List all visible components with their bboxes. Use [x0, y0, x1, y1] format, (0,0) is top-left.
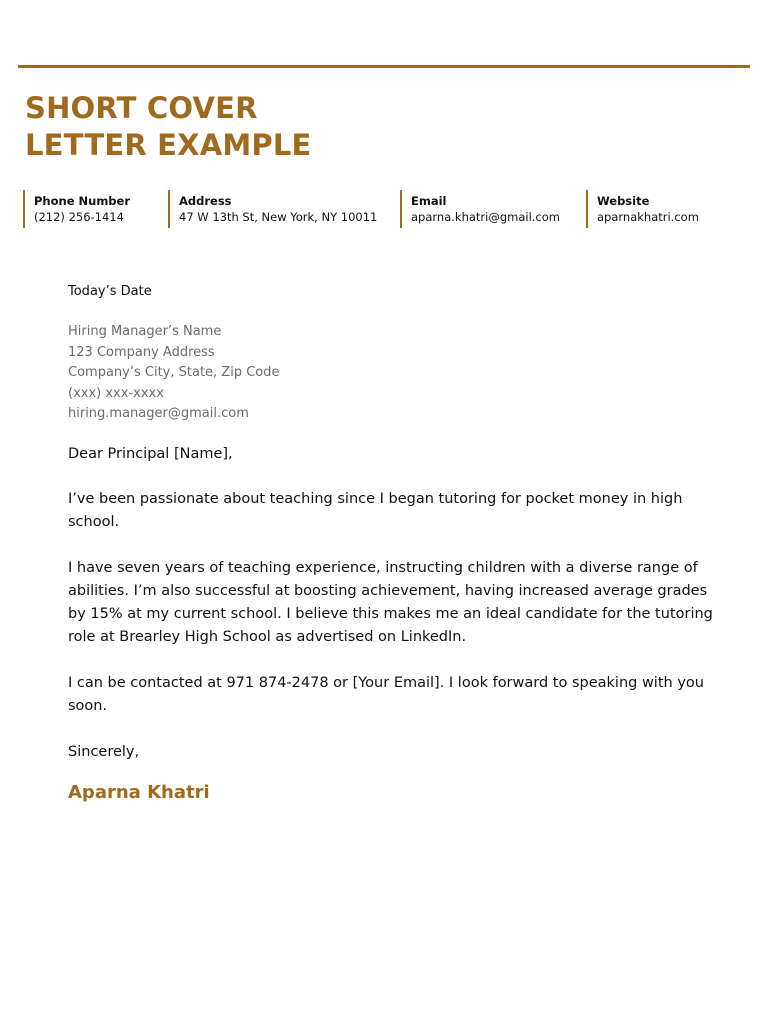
- paragraph-3: I can be contacted at 971 874-2478 or [Your Email]. I look forward to speaking with you soon.: [68, 674, 704, 714]
- contact-email: [400, 190, 560, 228]
- closing: Sincerely,: [68, 743, 140, 760]
- contact-address-value: 47 W 13th St, New York, NY 10011: [179, 210, 378, 224]
- page-title-line-2: LETTER EXAMPLE: [25, 128, 312, 162]
- page-title: [25, 90, 312, 164]
- letter-body: [68, 282, 718, 805]
- recipient-block: [68, 322, 718, 425]
- contact-website-value: aparnakhatri.com: [597, 210, 699, 224]
- recipient-city: Company’s City, State, Zip Code: [68, 365, 280, 380]
- recipient-email: hiring.manager@gmail.com: [68, 406, 249, 421]
- recipient-name: Hiring Manager’s Name: [68, 324, 222, 339]
- header-rule: [18, 65, 750, 68]
- contact-address-label: Address: [179, 194, 232, 208]
- letter-date: Today’s Date: [68, 284, 152, 299]
- recipient-address: 123 Company Address: [68, 344, 215, 360]
- contact-email-value: aparna.khatri@gmail.com: [411, 210, 560, 224]
- contact-phone-value: (212) 256-1414: [34, 210, 124, 224]
- contact-website-label: Website: [597, 194, 650, 208]
- recipient-phone: (xxx) xxx-xxxx: [68, 385, 164, 401]
- salutation: Dear Principal [Name],: [68, 445, 233, 462]
- contact-email-label: Email: [411, 194, 447, 208]
- paragraph-1: I’ve been passionate about teaching since I began tutoring for pocket money in high school.: [68, 490, 683, 530]
- signature-name: Aparna Khatri: [68, 781, 210, 803]
- page-title-line-1: SHORT COVER: [25, 91, 258, 125]
- contact-phone: [23, 190, 130, 228]
- contact-website: [586, 190, 699, 228]
- contact-phone-label: Phone Number: [34, 194, 131, 208]
- paragraph-2: I have seven years of teaching experience, instructing children with a diverse range of abilities. I’m also successful at boosting achievement, having increased average grades by 15% at my current school. I believe this makes me an ideal candidate for the tutoring role at Brearley High School as advertised on LinkedIn.: [68, 559, 713, 645]
- contact-address: [168, 190, 377, 228]
